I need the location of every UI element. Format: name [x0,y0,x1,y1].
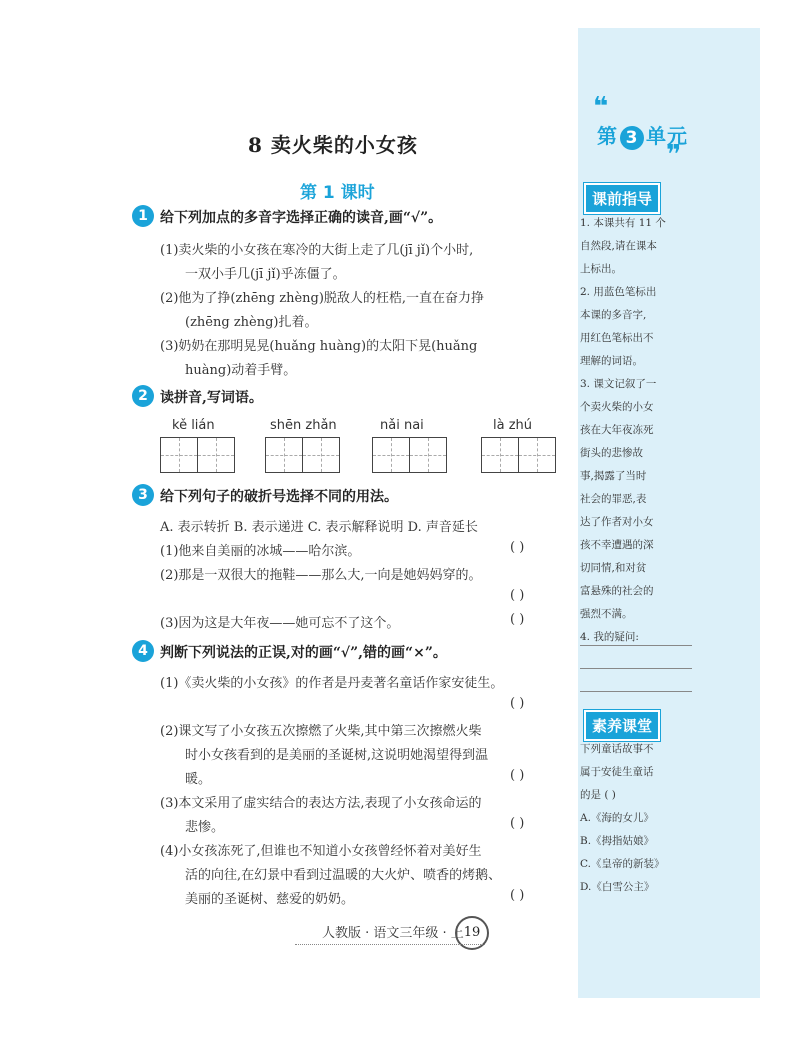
question-line-3 [580,691,692,692]
pinyin-label: shēn zhǎn [270,418,337,433]
guide-line: 4. 我的疑问: [580,631,639,643]
guide-line: 社会的罪恶,表 [580,493,647,505]
q4-line: 时小女孩看到的是美丽的圣诞树,这说明她渴望得到温 [185,748,489,763]
guide-line: 街头的悲惨故 [580,447,643,459]
guide-line: 切同情,和对贫 [580,562,647,574]
unit-prefix: 第 [597,124,618,148]
q4-line: 活的向往,在幻景中看到过温暖的大火炉、喷香的烤鹅、 [185,868,502,883]
guide-line: 达了作者对小女 [580,516,654,528]
writing-grid[interactable] [481,437,556,473]
guide-line: 用红色笔标出不 [580,332,654,344]
guide-line: 自然段,请在课本 [580,240,657,252]
q1-line: huàng)动着手臂。 [185,363,297,378]
q4-line: (3)本文采用了虚实结合的表达方法,表现了小女孩命运的 [160,796,482,811]
q2-number-badge: 2 [132,385,154,407]
question-line-1 [580,645,692,646]
writing-grid[interactable] [372,437,447,473]
q1-line: (3)奶奶在那明晃晃(huǎng huàng)的太阳下晃(huǎng [160,339,478,354]
guide-line: 3. 课文记叙了一 [580,378,657,390]
q4-number-badge: 4 [132,640,154,662]
literacy-line: A.《海的女儿》 [580,812,654,824]
answer-paren[interactable]: ( ) [510,696,525,711]
quote-close-icon: ❞ [666,140,682,170]
lesson-title: 第 1 课时 [300,183,375,203]
writing-grid[interactable] [265,437,340,473]
question-line-2 [580,668,692,669]
q4-title: 判断下列说法的正误,对的画“√”,错的画“×”。 [160,645,447,661]
guide-line: 理解的词语。 [580,355,643,367]
q3-options: A. 表示转折 B. 表示递进 C. 表示解释说明 D. 声音延长 [160,520,478,535]
q1-line: (zhēng zhèng)扎着。 [185,315,318,330]
q4-line: (2)课文写了小女孩五次擦燃了火柴,其中第三次擦燃火柴 [160,724,482,739]
q4-line: 暖。 [185,772,212,787]
literacy-line: 下列童话故事不 [580,743,654,755]
quote-open-icon: ❝ [593,92,609,122]
q1-number-badge: 1 [132,205,154,227]
q3-line: (2)那是一双很大的拖鞋——那么大,一向是她妈妈穿的。 [160,568,482,583]
q4-line: (4)小女孩冻死了,但谁也不知道小女孩曾经怀着对美好生 [160,844,482,859]
q1-title: 给下列加点的多音字选择正确的读音,画“√”。 [160,210,443,226]
q1-line: (2)他为了挣(zhēng zhèng)脱敌人的枉梏,一直在奋力挣 [160,291,485,306]
q3-line: (1)他来自美丽的冰城——哈尔滨。 [160,544,361,559]
answer-paren[interactable]: ( ) [510,612,525,627]
footer-text: 人教版 · 语文三年级 · 上 [322,926,464,941]
q4-line: 悲惨。 [185,820,225,835]
literacy-line: 属于安徒生童话 [580,766,654,778]
q3-line: (3)因为这是大年夜——她可忘不了这个。 [160,616,400,631]
q3-number-badge: 3 [132,484,154,506]
literacy-line: C.《皇帝的新装》 [580,858,665,870]
page-number: 19 [455,916,489,950]
pinyin-label: nǎi nai [380,418,424,433]
answer-paren[interactable]: ( ) [510,540,525,555]
q1-line: 一双小手几(jī jǐ)乎冻僵了。 [185,267,346,282]
pinyin-label: kě lián [172,418,215,433]
prelesson-tag: 课前指导 [584,183,660,214]
guide-line: 强烈不满。 [580,608,633,620]
guide-line: 1. 本课共有 11 个 [580,217,666,229]
guide-line: 孩在大年夜冻死 [580,424,654,436]
answer-paren[interactable]: ( ) [510,888,525,903]
guide-line: 富悬殊的社会的 [580,585,654,597]
literacy-line: 的是 ( ) [580,789,616,801]
guide-line: 个卖火柴的小女 [580,401,654,413]
literacy-line: D.《白雪公主》 [580,881,655,893]
guide-line: 2. 用蓝色笔标出 [580,286,657,298]
footer-divider [295,944,485,945]
literacy-line: B.《拇指姑娘》 [580,835,655,847]
page-title: 8 卖火柴的小女孩 [248,133,418,157]
answer-paren[interactable]: ( ) [510,588,525,603]
literacy-tag: 素养课堂 [584,710,660,741]
q3-title: 给下列句子的破折号选择不同的用法。 [160,489,398,505]
unit-number: 3 [620,126,644,150]
q4-line: 美丽的圣诞树、慈爱的奶奶。 [185,892,355,907]
unit-suffix: 单元 [646,124,688,148]
guide-line: 本课的多音字, [580,309,647,321]
q4-line: (1)《卖火柴的小女孩》的作者是丹麦著名童话作家安徒生。 [160,676,504,691]
q1-line: (1)卖火柴的小女孩在寒冷的大街上走了几(jī jǐ)个小时, [160,243,474,258]
pinyin-label: là zhú [493,418,533,433]
answer-paren[interactable]: ( ) [510,768,525,783]
guide-line: 上标出。 [580,263,622,275]
q2-title: 读拼音,写词语。 [160,390,263,406]
writing-grid[interactable] [160,437,235,473]
guide-line: 孩不幸遭遇的深 [580,539,654,551]
answer-paren[interactable]: ( ) [510,816,525,831]
guide-line: 事,揭露了当时 [580,470,647,482]
